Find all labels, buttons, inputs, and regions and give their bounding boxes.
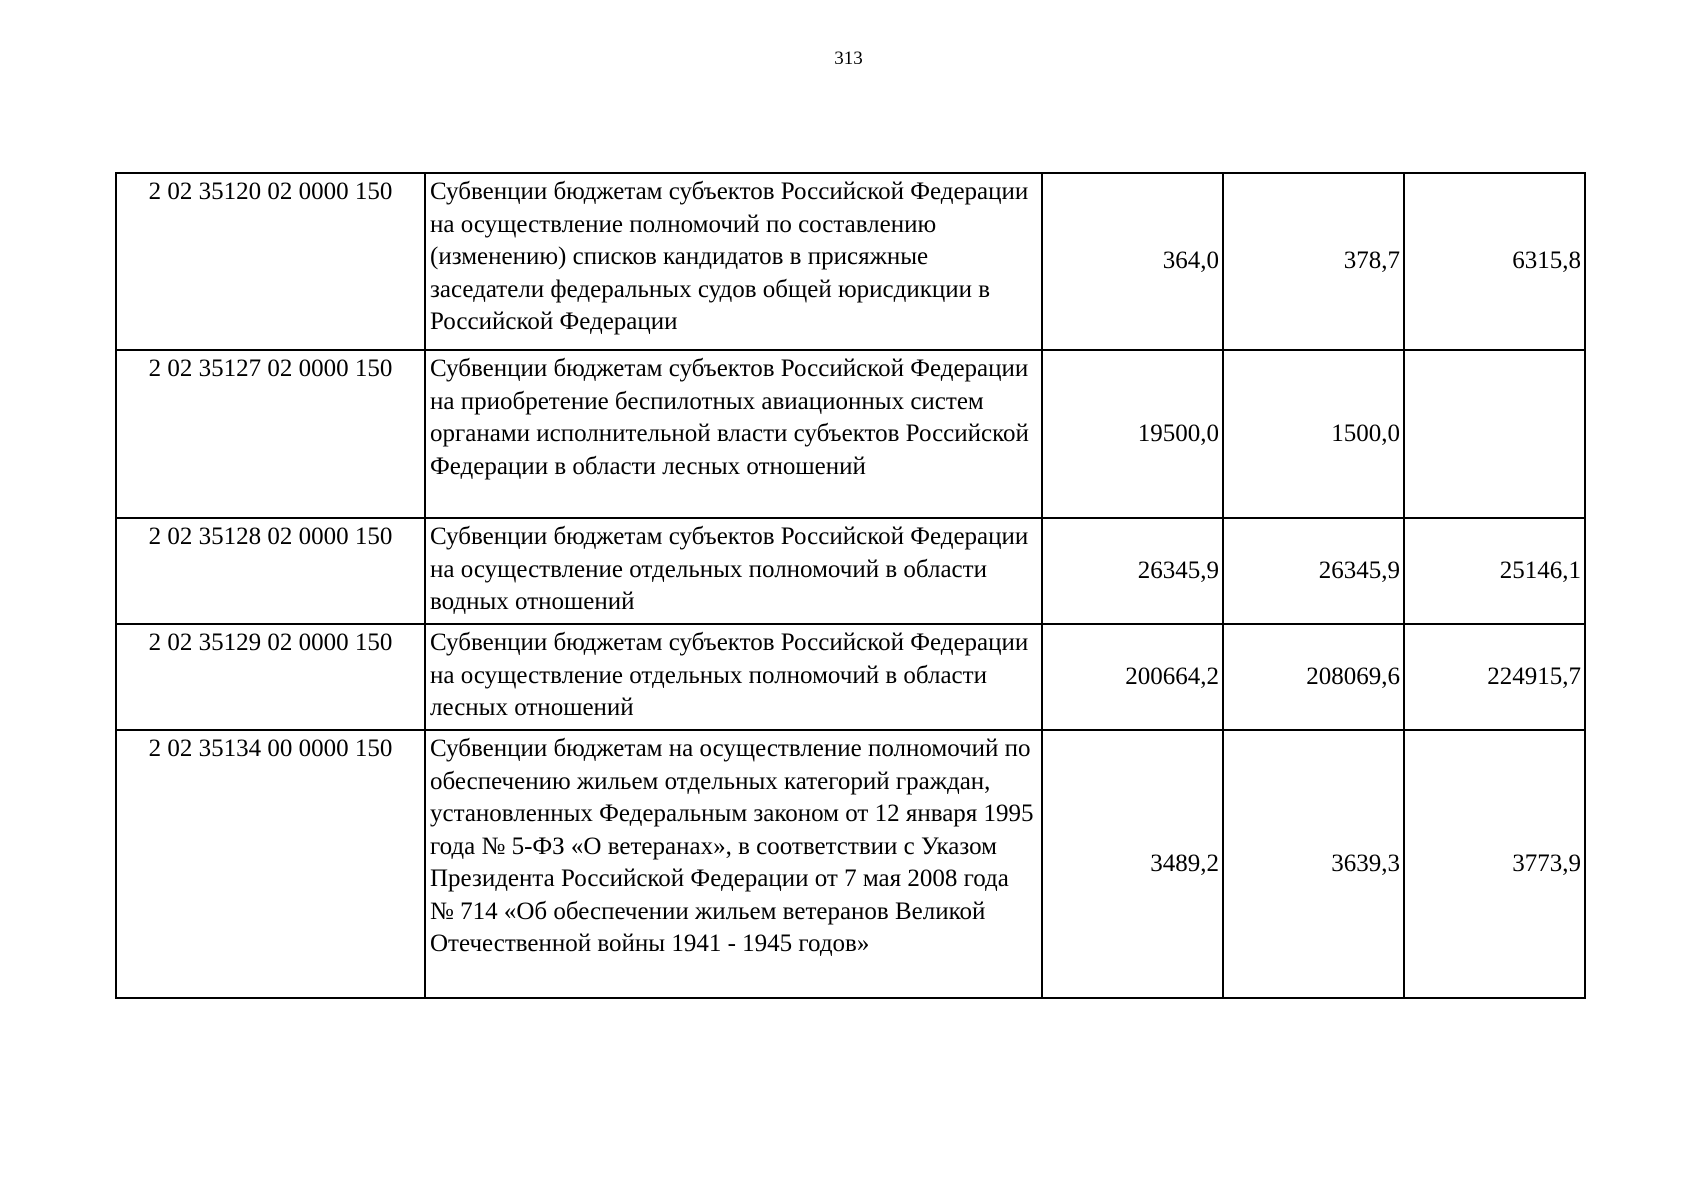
amount-cell-2: 1500,0 [1223, 350, 1404, 518]
table-row [116, 730, 1585, 998]
amount-cell-1: 200664,2 [1042, 624, 1223, 730]
budget-code-cell: 2 02 35127 02 0000 150 [116, 350, 425, 518]
table-row [116, 350, 1585, 518]
table-row [116, 624, 1585, 730]
amount-cell-1: 19500,0 [1042, 350, 1223, 518]
amount-cell-2: 26345,9 [1223, 518, 1404, 624]
amount-cell-1: 26345,9 [1042, 518, 1223, 624]
amount-cell-2: 208069,6 [1223, 624, 1404, 730]
budget-code-cell: 2 02 35120 02 0000 150 [116, 173, 425, 350]
description-cell: Субвенции бюджетам субъектов Российской Федерации на осуществление отдельных полномочий в области лесных отношений [425, 624, 1042, 730]
description-cell: Субвенции бюджетам субъектов Российской Федерации на осуществление полномочий по составлению (изменению) списков кандидатов в присяжные заседатели федеральных судов общей юрисдикции в Российской Федерации [425, 173, 1042, 350]
amount-cell-3: 224915,7 [1404, 624, 1585, 730]
amount-cell-2: 3639,3 [1223, 730, 1404, 998]
amount-cell-3: 6315,8 [1404, 173, 1585, 350]
budget-table [115, 172, 1586, 999]
table-row [116, 518, 1585, 624]
description-cell: Субвенции бюджетам на осуществление полномочий по обеспечению жильем отдельных категорий граждан, установленных Федеральным законом от 12 января 1995 года № 5-ФЗ «О ветеранах», в соответствии с Указом Президента Российской Федерации от 7 мая 2008 года № 714 «Об обеспечении жильем ветеранов Великой Отечественной войны 1941 - 1945 годов» [425, 730, 1042, 998]
budget-code-cell: 2 02 35128 02 0000 150 [116, 518, 425, 624]
page-number: 313 [834, 48, 863, 69]
amount-cell-2: 378,7 [1223, 173, 1404, 350]
amount-cell-3: 3773,9 [1404, 730, 1585, 998]
amount-cell-3 [1404, 350, 1585, 518]
description-cell: Субвенции бюджетам субъектов Российской Федерации на приобретение беспилотных авиационных систем органами исполнительной власти субъектов Российской Федерации в области лесных отношений [425, 350, 1042, 518]
table-row [116, 173, 1585, 350]
description-cell: Субвенции бюджетам субъектов Российской Федерации на осуществление отдельных полномочий в области водных отношений [425, 518, 1042, 624]
amount-cell-1: 3489,2 [1042, 730, 1223, 998]
budget-code-cell: 2 02 35134 00 0000 150 [116, 730, 425, 998]
budget-code-cell: 2 02 35129 02 0000 150 [116, 624, 425, 730]
amount-cell-1: 364,0 [1042, 173, 1223, 350]
amount-cell-3: 25146,1 [1404, 518, 1585, 624]
